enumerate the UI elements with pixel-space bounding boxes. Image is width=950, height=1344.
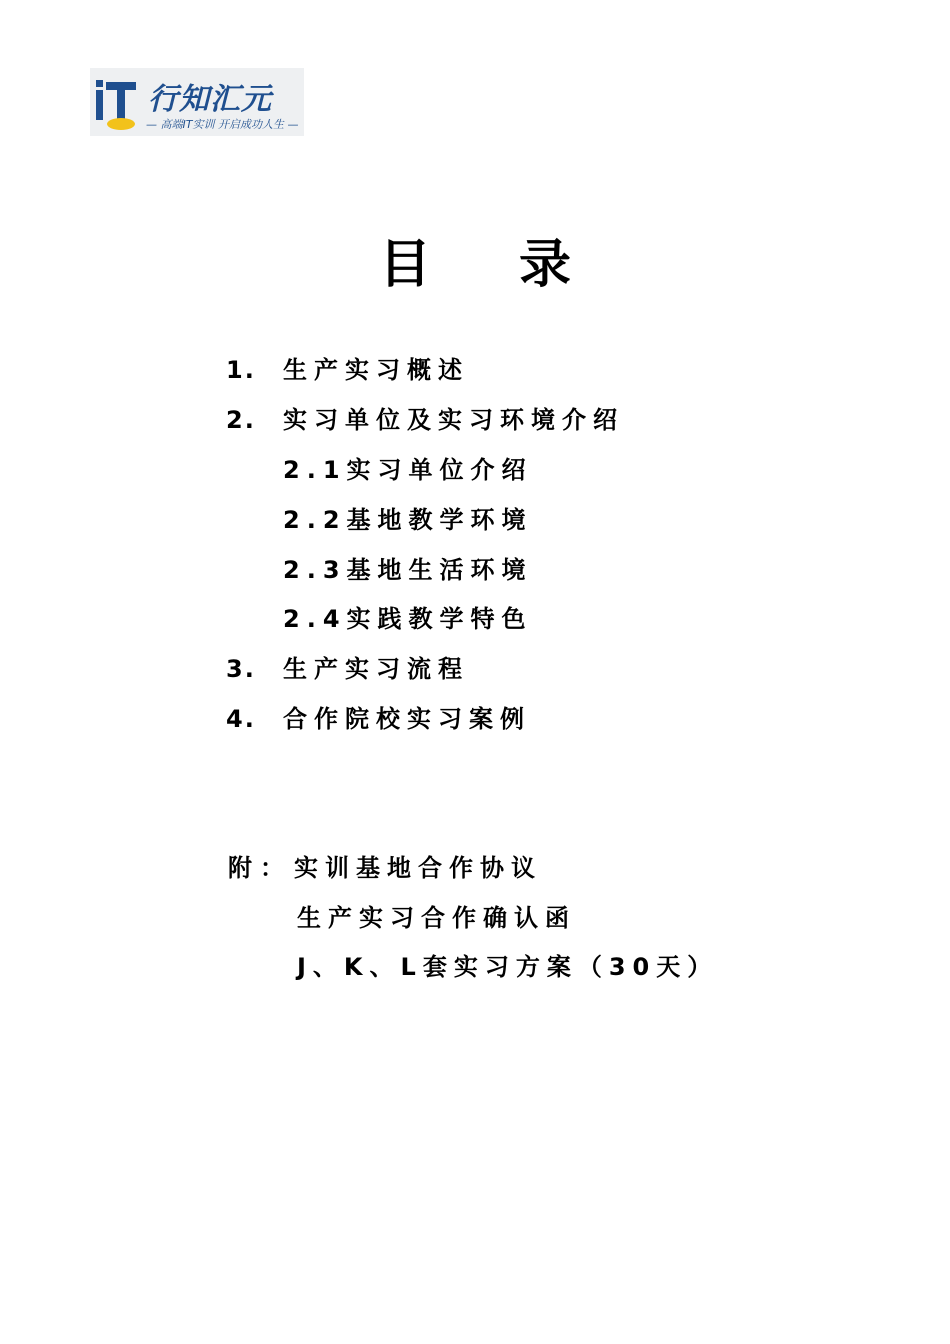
toc-label: 2.2基地教学环境 (283, 506, 533, 534)
toc-item-2-2[interactable] (283, 500, 533, 535)
appendix-label: 附： (228, 854, 292, 882)
logo-slogan: — 高端IT实训 开启成功人生 — (146, 118, 299, 131)
toc-number: 2. (226, 406, 256, 434)
appendix-item-2[interactable] (297, 898, 576, 933)
toc-item-2-4[interactable] (283, 599, 533, 634)
toc-label: 2.1实习单位介绍 (283, 456, 533, 484)
toc-label: 2.4实践教学特色 (283, 605, 533, 633)
appendix-text: 实训基地合作协议 (294, 854, 542, 882)
toc-number: 4. (226, 705, 256, 733)
title-char-1: 目 (378, 235, 431, 295)
appendix-text: 生产实习合作确认函 (297, 904, 576, 932)
appendix-text: J、K、L套实习方案（30天） (297, 953, 719, 981)
toc-label: 实习单位及实习环境介绍 (283, 406, 624, 434)
page-title (0, 222, 950, 297)
company-logo (90, 68, 304, 136)
toc-number: 3. (226, 655, 256, 683)
toc-label: 合作院校实习案例 (283, 705, 531, 733)
logo-mark-icon (90, 68, 150, 136)
toc-number: 1. (226, 356, 256, 384)
toc-item-2[interactable] (226, 400, 624, 435)
toc-item-4[interactable] (226, 699, 531, 734)
toc-label: 2.3基地生活环境 (283, 556, 533, 584)
logo-name: 行知汇元 (148, 82, 272, 117)
appendix-item-1[interactable] (228, 848, 542, 883)
toc-item-2-1[interactable] (283, 450, 533, 485)
appendix-item-3[interactable] (297, 947, 718, 982)
toc-label: 生产实习流程 (283, 655, 469, 683)
toc-item-2-3[interactable] (283, 550, 533, 585)
toc-label: 生产实习概述 (283, 356, 469, 384)
toc-item-3[interactable] (226, 649, 469, 684)
toc-item-1[interactable] (226, 350, 469, 385)
title-char-2: 录 (519, 235, 572, 295)
